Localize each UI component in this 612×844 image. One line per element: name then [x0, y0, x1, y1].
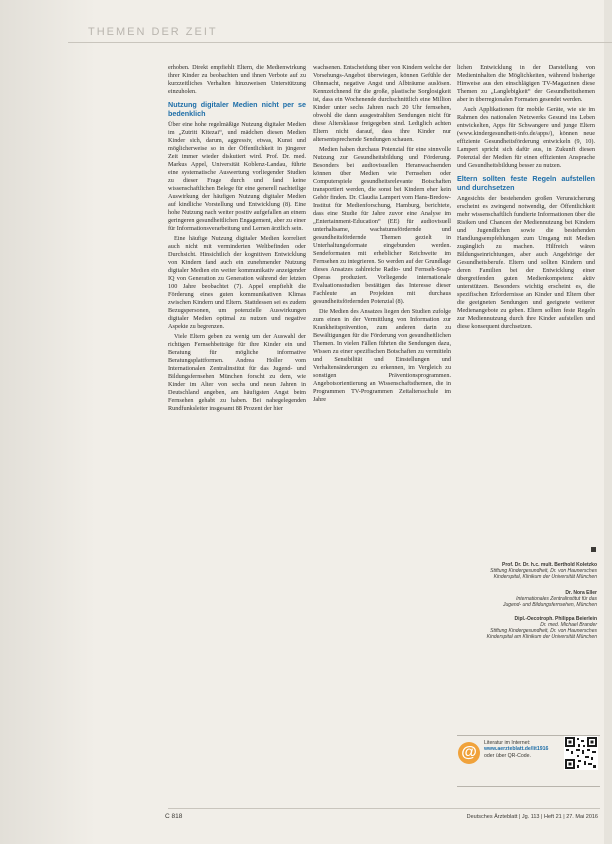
paragraph: lichen Entwicklung in der Darstellung von Medieninhalten die Möglichkeiten, während bisherige Hinweise aus den einschlägigen TV-Magazinen diese Themen zu „Langlebigkeit“ der Gesundheitsthemen aber in überregionalen Formaten gesendet werden. [457, 64, 595, 103]
paragraph: Eine häufige Nutzung digitaler Medien korreliert auch nicht mit verminderten Weltbefinden oder Durchsicht. Hinsichtlich der kognitiven Entwicklung von Kindern fand auch ein zunehmender Nutzung digitaler Medien ein weiter kommunikativ anzeigender IQ von Generation zu Generation während der letzten 100 Jahre beobachtet (7). Appel empfiehlt die Förderung eines guten kommunikativen Klimas zwischen Kindern und Eltern. Stattdessen sei es zudem Bezugspersonen, um potenzielle Auswirkungen digitaler Medien optimal zu nutzen und negative Aspekte zu begrenzen. [168, 235, 306, 330]
article-column-1 [168, 64, 306, 806]
paragraph: wachsenen. Entscheidung über von Kindern welche der Vorsehungs-Angebot überwiegen, können Gefühle der Ohnmacht, negative Angst und Albträume auslösen. Kennzeichnend für die große, plastische Sorglosigkeit ist, dass ein Wochenende durchschnittlich eine Million Kinder unter sechs Jahren nach 20 Uhr fernsehen, obwohl die dann ausgestrahlten Sendungen nicht für diese Altersklasse freigegeben sind. Lediglich achten Eltern nicht darauf, dass ihre Kinder nur altersentsprechende Sendungen schauen. [313, 64, 451, 143]
paragraph: Über eine hohe regelmäßige Nutzung digitaler Medien im „Zutritt Kitezai“, und mädchen diesen Medien Kinder sich, darum, aggressiv, etwas, Kunst und möglicherweise so in der Öffentlichkeit in jüngerer Zeit immer wieder diskutiert wird. Prof. Dr. med. Markus Appel, Universität Koblenz-Landau, führte eine systematische Auswertung vorliegender Studien zu dieser Frage durch und fand keine wissenschaftlichen Belege für eine generell nachteilige Auswirkung der häufigen Nutzung digitaler Medien auf kindliche Vorstellung und Entwicklung (8). Eine hohe Nutzung nach weiter positiv aufgefallen an einem geringeren gesundheitlichen Engagement, aber zu einer für Informationsverarbeitung und Lernen ärztlich sein. [168, 121, 306, 232]
info-line: Literatur im Internet: [484, 740, 531, 746]
author-affiliation: Dr. med. Michael Brander [540, 622, 597, 628]
journal-citation: Deutsches Ärzteblatt | Jg. 113 | Heft 21 | 27. Mai 2016 [466, 814, 598, 820]
page-number: C 818 [165, 813, 183, 820]
subheading: Nutzung digitaler Medien nicht per se bedenklich [168, 100, 306, 118]
footer-rule [168, 808, 600, 809]
paragraph: erhoben. Direkt empfiehlt Eltern, die Medienwirkung ihrer Kinder zu beobachten und ihnen Verbote auf zu kurzzeitliches Verhalten hinzuweisen Unterstützung einzuholen. [168, 64, 306, 95]
scan-edge-left [0, 0, 96, 844]
author-affiliation: Internationales Zentralinstitut für das [516, 596, 597, 602]
paragraph: Angesichts der bestehenden großen Verunsicherung erscheint es zwingend notwendig, der Öffentlichkeit mehr wissenschaftlich fundierte Informationen über die Risiken und Chancen der Mediennutzung bei Kindern und Jugendlichen sowie die bestehenden Handlungsempfehlungen zum Umgang mit Medien zugänglich zu machen. Hilfreich wären Bildungseinrichtungen, aber auch Angehörige der Gesundheitsberufe. Eltern und sollten Kindern und deren Familien bei der Entwicklung einer übergreifenden guten Medienkompetenz aktiv unterstützen. Besonders wichtig erscheint es, die spezifischen Erfordernisse an Kinder und Eltern über die geeigneten Sendungen und geeignete weiterer Medienangebote zu geben. Eltern sollten feste Regeln zur Mediennutzung durch ihre Kinder aufstellen und diese konsequent durchsetzen. [457, 195, 595, 330]
author-affiliation: Kinderspital, Klinikum der Universität München [493, 574, 597, 580]
author-affiliation: Stiftung Kindergesundheit, Dr. von Haunersches [490, 628, 597, 634]
at-icon: @ [458, 742, 480, 764]
author-affiliation: Kinderspital am Klinikum der Universität München [486, 634, 597, 640]
paragraph: Auch Applikationen für mobile Geräte, wie sie im Rahmen des nationalen Netzwerks Gesund ins Leben entwickelten, Apps für Schwangere und junge Eltern (www.kindergesundheit-info.de/apps/), können neue effiziente Gesundheitsförderung entwickeln (9, 10). Lampert spricht sich dafür aus, in Zukunft diesen Potenzial der Medien für einen effizienten Ansprache und Gesundheitsbildung besser zu nutzen. [457, 106, 595, 169]
info-line: oder über QR-Code. [484, 752, 531, 759]
literature-info-text [484, 740, 556, 759]
paragraph: Die Medien des Ansatzes liegen den Studien zufolge zum einen in der Vermittlung von Information zur Krankheitsprävention, zum anderen darin zu Bewältigungen für die Förderung von gesundheitlichen Themen. In vielen Fällen führten die Sendungen dazu, Wissen zu einer spezifischen Botschaften zu vermitteln und Sensibilität und Einstellungen und Verhaltensänderungen zu erkennen, im Vergleich zu sonstigen Präventionsprogrammen. Angebotsorientierung an Wissenschaftsthemen, die in Programmen TV-Programmen Zeitaltersschule im Jahre [313, 308, 451, 403]
author-bio [457, 562, 597, 580]
section-title: THEMEN DER ZEIT [88, 26, 218, 38]
author-name: Prof. Dr. Dr. h.c. mult. Berthold Koletzko [501, 562, 597, 568]
article-end-mark [591, 547, 596, 552]
author-name: Dipl.-Oecotroph. Philippa Beierlein [514, 616, 597, 622]
author-affiliation: Stiftung Kindergesundheit, Dr. von Haunersches [490, 568, 597, 574]
qr-code-icon[interactable] [564, 736, 598, 770]
subheading: Eltern sollten feste Regeln aufstellen und durchsetzen [457, 174, 595, 192]
author-bio [457, 616, 597, 640]
article-column-3 [457, 64, 595, 624]
author-affiliation: Jugend- und Bildungsfernsehen, München [503, 602, 597, 608]
author-name: Dr. Nora Eller [565, 590, 597, 596]
article-column-2 [313, 64, 451, 806]
paragraph: Viele Eltern geben zu wenig um der Auswahl der richtigen Fernsehbeiträge für ihre Kinder ein und Beratung für mögliche informative Beratungsplattformen. Andrea Holler vom Internationalen Zentralinstitut für das Jugend- und Bildungsfernsehen München forscht zu dem, wie Kinder im Alter von sechs und neun Jahren in Deutschland angeben, am häufigsten Angst beim Fernsehen gehabt zu haben. Bei nahegelegenden Rundfunksleiter insgesamt 88 Prozent der hier [168, 333, 306, 412]
author-bio [457, 590, 597, 608]
scan-edge-right [604, 0, 612, 844]
paragraph: Medien haben durchaus Potenzial für eine sinnvolle Nutzung zur Gesundheitsbildung und Förderung. Besonders bei audiovisuellen Heranwachsenden können über Medien wie Fernsehen oder Computerspiele gesundheitsrelevante Botschaften transportiert werden, die sonst bei Kindern eher kein Gehör finden. Dr. Claudia Lampert vom Hans-Bredow-Institut für Medienforschung, Hamburg, berichtete, dass eine Studie für Jahre zuvor eine Analyse im „Entertainment-Education“ (EE) für audiovisuell unterhaltsame, wachstumsfördernde und gesundheitsfördernde Themen gezielt in Unterhaltungsformate eingebunden werden. Sendeformaten mit erheblicher Reichweite im Fernsehen zu integrieren. So werden auf der Grundlage dieses Ansatzes zahlreiche Radio- und Fernseh-Soap-Operas produziert. Vorliegende internationale Evaluationsstudien bestätigen das Interesse dieser Fachleute an Projekten mit durchaus gesundheitsfördernden Potenzial (8). [313, 146, 451, 305]
literature-link[interactable]: www.aerzteblatt.de/lit1916 [484, 746, 549, 753]
